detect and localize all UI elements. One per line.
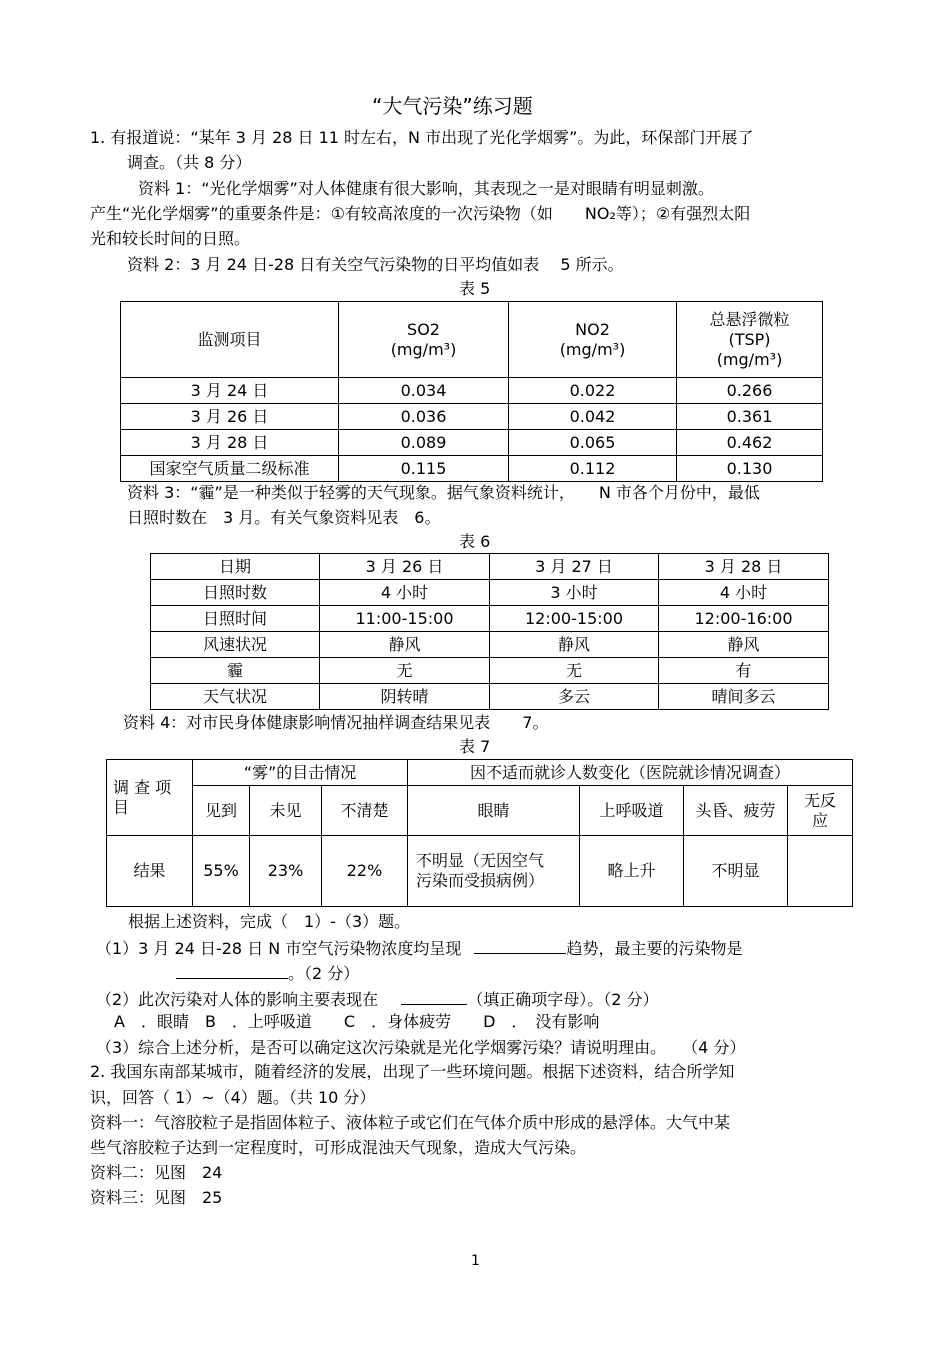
table-cell: 不清楚: [322, 786, 408, 836]
table-cell: 0.462: [677, 430, 823, 456]
table7-caption: 表 7: [459, 737, 491, 756]
table-cell: 3 月 28 日: [659, 554, 829, 580]
table-row: [151, 658, 829, 684]
table-cell: 0.115: [339, 456, 509, 482]
answer-blank[interactable]: [176, 962, 288, 979]
q1-prompt: 根据上述资料，完成（ 1）-（3）题。: [128, 912, 411, 931]
table-row: [121, 378, 823, 404]
table-cell: 3 月 27 日: [490, 554, 659, 580]
material1-line3: 光和较长时间的日照。: [90, 229, 251, 248]
table-cell: 静风: [490, 632, 659, 658]
q2-material2: 资料二：见图 24: [90, 1163, 223, 1182]
table-cell: 0.036: [339, 404, 509, 430]
table-cell: 0.089: [339, 430, 509, 456]
answer-blank[interactable]: [401, 988, 467, 1005]
q2-line2: 识，回答（ 1）~（4）题。（共 10 分）: [90, 1088, 376, 1107]
table-cell: 4 小时: [659, 580, 829, 606]
table-cell: 3 月 26 日: [121, 404, 339, 430]
q1-line1: 1. 有报道说：“某年 3 月 28 日 11 时左右，N 市出现了光化学烟雾”。为此，环保部门开展了: [90, 128, 754, 147]
table5-header-no2: NO2 (mg/m³): [509, 302, 677, 378]
q2-material1-line2: 些气溶胶粒子达到一定程度时，可形成混浊天气现象，造成大气污染。: [90, 1138, 587, 1157]
table-cell: 静风: [320, 632, 490, 658]
q2-line1: 2. 我国东南部某城市，随着经济的发展，出现了一些环境问题。根据下述资料，结合所学知: [90, 1062, 735, 1081]
q1-line2: 调查。（共 8 分）: [127, 153, 252, 172]
table-cell: 0.042: [509, 404, 677, 430]
table5-header-tsp: 总悬浮微粒 (TSP) (mg/m³): [677, 302, 823, 378]
table5-caption: 表 5: [459, 279, 491, 298]
table5: [120, 301, 823, 482]
table-cell: 0.112: [509, 456, 677, 482]
sub-question-1-cont: 。（2 分）: [176, 962, 359, 984]
table-cell: 多云: [490, 684, 659, 710]
table-cell: 4 小时: [320, 580, 490, 606]
table-row: [151, 684, 829, 710]
q2-material3: 资料三：见图 25: [90, 1188, 223, 1207]
table-cell: 结果: [107, 836, 193, 907]
table-row: [121, 404, 823, 430]
table-cell: 3 小时: [490, 580, 659, 606]
table-cell: 11:00-15:00: [320, 606, 490, 632]
table-row: [151, 554, 829, 580]
table-row: [121, 456, 823, 482]
table-cell: 日照时数: [151, 580, 320, 606]
table-cell: 见到: [193, 786, 250, 836]
material3-line1: 资料 3：“霾”是一种类似于轻雾的天气现象。据气象资料统计， N 市各个月份中，最低: [127, 483, 760, 502]
table-cell: 0.022: [509, 378, 677, 404]
table-row: [107, 836, 853, 907]
table-cell: 头昏、疲劳: [684, 786, 788, 836]
material3-line2: 日照时数在 3 月。有关气象资料见表 6。: [127, 508, 441, 527]
table6-caption: 表 6: [459, 532, 491, 551]
table-cell: 0.130: [677, 456, 823, 482]
table-cell: 3 月 24 日: [121, 378, 339, 404]
table-cell: 日照时间: [151, 606, 320, 632]
table7-header-clinic: 因不适而就诊人数变化（医院就诊情况调查）: [408, 760, 853, 786]
table-cell: 风速状况: [151, 632, 320, 658]
table6: [150, 553, 829, 710]
table-cell: 不明显: [684, 836, 788, 907]
table-cell: 未见: [250, 786, 322, 836]
table-cell: 日期: [151, 554, 320, 580]
table-cell: 天气状况: [151, 684, 320, 710]
table-cell: 12:00-16:00: [659, 606, 829, 632]
sub-question-1: （1）3 月 24 日-28 日 N 市空气污染物浓度均呈现 趋势，最主要的污染物是: [96, 939, 743, 958]
table-cell: 无: [490, 658, 659, 684]
table7: [106, 759, 853, 907]
table-row: [151, 606, 829, 632]
table-cell: 略上升: [580, 836, 684, 907]
table7-header-item: 调 查 项 目: [107, 760, 193, 836]
q2-material1-line1: 资料一：气溶胶粒子是指固体粒子、液体粒子或它们在气体介质中形成的悬浮体。大气中某: [90, 1113, 731, 1132]
table-cell: 12:00-15:00: [490, 606, 659, 632]
table-cell: 3 月 26 日: [320, 554, 490, 580]
material4: 资料 4：对市民身体健康影响情况抽样调查结果见表 7。: [123, 713, 549, 732]
sub-question-3: （3）综合上述分析，是否可以确定这次污染就是光化学烟雾污染？请说明理由。 （4 分）: [96, 1038, 746, 1057]
table5-header-so2: SO2 (mg/m³): [339, 302, 509, 378]
table-row: [151, 580, 829, 606]
material1-line2: 产生“光化学烟雾”的重要条件是：①有较高浓度的一次污染物（如 NO₂等）；②有强烈太阳: [90, 204, 751, 223]
table-cell: 阴转晴: [320, 684, 490, 710]
table-cell: 23%: [250, 836, 322, 907]
table-cell: 眼睛: [408, 786, 580, 836]
table-cell: 0.266: [677, 378, 823, 404]
table-cell: 静风: [659, 632, 829, 658]
table-cell: 不明显（无因空气 污染而受损病例）: [408, 836, 580, 907]
material2: 资料 2：3 月 24 日-28 日有关空气污染物的日平均值如表 5 所示。: [127, 255, 624, 274]
options: A ．眼睛 B ．上呼吸道 C ．身体疲劳 D ． 没有影响: [114, 1012, 600, 1031]
table-cell: 晴间多云: [659, 684, 829, 710]
table-cell: 霾: [151, 658, 320, 684]
table-cell: 3 月 28 日: [121, 430, 339, 456]
answer-blank[interactable]: [474, 937, 566, 954]
table7-header-fog: “雾”的目击情况: [193, 760, 408, 786]
table-cell: 无反 应: [788, 786, 853, 836]
table-cell: 0.065: [509, 430, 677, 456]
table-row: [121, 430, 823, 456]
table-row: [151, 632, 829, 658]
material1-line1: 资料 1：“光化学烟雾”对人体健康有很大影响，其表现之一是对眼睛有明显刺激。: [138, 179, 714, 198]
table-cell: 0.361: [677, 404, 823, 430]
table-cell: 有: [659, 658, 829, 684]
sub-question-2: （2）此次污染对人体的影响主要表现在 （填正确项字母）。（2 分）: [96, 990, 659, 1009]
table-cell: 无: [320, 658, 490, 684]
table-cell: 55%: [193, 836, 250, 907]
table-cell: [788, 836, 853, 907]
table5-header-item: 监测项目: [121, 302, 339, 378]
table-cell: 上呼吸道: [580, 786, 684, 836]
page-title: “大气污染”练习题: [372, 94, 533, 118]
table-cell: 国家空气质量二级标准: [121, 456, 339, 482]
table-cell: 0.034: [339, 378, 509, 404]
page-number: 1: [471, 1253, 480, 1269]
table-cell: 22%: [322, 836, 408, 907]
